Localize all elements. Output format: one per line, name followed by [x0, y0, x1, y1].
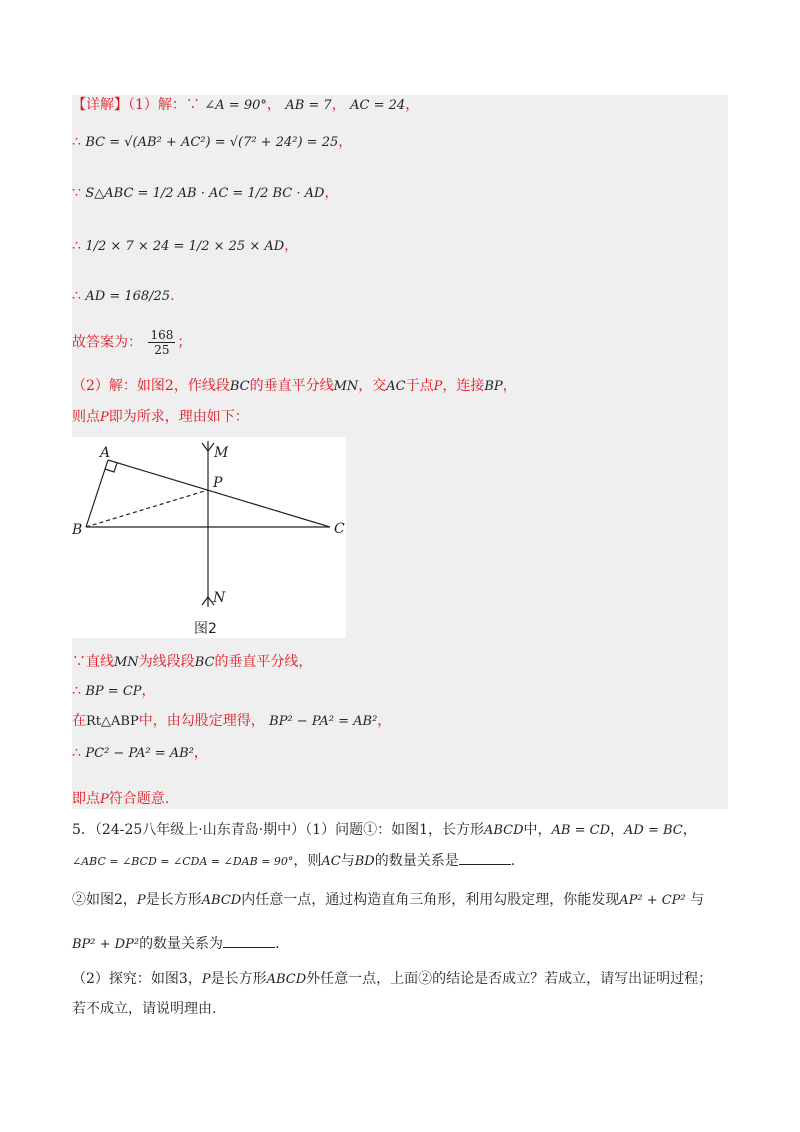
label-B: B — [72, 522, 83, 538]
question-line-4: BP² + DP²的数量关系为 . — [72, 936, 280, 952]
solution-line-6: 故答案为： $\frac{168}{25}$ ； — [72, 328, 192, 357]
label-P: P — [213, 475, 223, 491]
solution-line-4: ∴ 1/2 × 7 × 24 = 1/2 × 25 × AD， — [72, 238, 299, 254]
answer-blank-2[interactable] — [223, 935, 275, 948]
solution-line-5: ∴ AD = 168/25. — [72, 288, 175, 304]
question-line-6: 若不成立，请说明理由. — [72, 1001, 217, 1017]
solution-line-8: 则点P即为所求，理由如下： — [72, 409, 249, 425]
solution-line-13: 即点P符合题意. — [72, 791, 170, 807]
segment-AB — [86, 460, 108, 527]
solution-line-9: ∵直线MN为线段段BC的垂直平分线， — [72, 654, 313, 670]
question-line-3: ②如图2，P是长方形ABCD内任意一点，通过构造直角三角形，利用勾股定理，你能发现AP² + CP² 与 — [72, 892, 705, 908]
figure-caption: 图2 — [194, 621, 217, 637]
question-line-2: ∠ABC = ∠BCD = ∠CDA = ∠DAB = 90°，则AC与BD的数量关系是 . — [72, 853, 516, 869]
solution-line-3: ∵ S△ABC = 1/2 AB · AC = 1/2 BC · AD， — [72, 185, 339, 201]
label-N: N — [213, 590, 226, 606]
answer-fraction: $\frac{168}{25}$ — [150, 328, 174, 357]
solution-line-1: 【详解】（1）解：∵ ∠A = 90°， AB = 7， AC = 24， — [72, 97, 420, 113]
label-C: C — [334, 521, 345, 537]
geometry-diagram — [72, 437, 346, 638]
segment-BP-dashed — [86, 490, 208, 527]
figure-2 — [72, 437, 346, 638]
label-A: A — [100, 445, 111, 461]
question-line-1: 5．（24-25八年级上·山东青岛·期中）（1）问题①：如图1，长方形ABCD中，AB = CD，AD = BC， — [72, 822, 697, 838]
solution-line-10: ∴ BP = CP， — [72, 683, 156, 699]
segment-AC — [108, 460, 330, 527]
detail-tag: 【详解】 — [72, 97, 128, 113]
solution-line-11: 在Rt△ABP中，由勾股定理得， BP² − PA² = AB²， — [72, 713, 392, 729]
label-M: M — [214, 445, 229, 461]
solution-line-7: （2）解：如图2，作线段BC的垂直平分线MN，交AC于点P，连接BP， — [72, 378, 517, 394]
answer-blank-1[interactable] — [459, 852, 511, 865]
solution-line-12: ∴ PC² − PA² = AB²， — [72, 745, 208, 761]
question-line-5: （2）探究：如图3，P是长方形ABCD外任意一点，上面②的结论是否成立？若成立，请写出证明过程； — [72, 971, 713, 987]
solution-line-2: ∴ BC = √(AB² + AC²) = √(7² + 24²) = 25， — [72, 134, 353, 150]
